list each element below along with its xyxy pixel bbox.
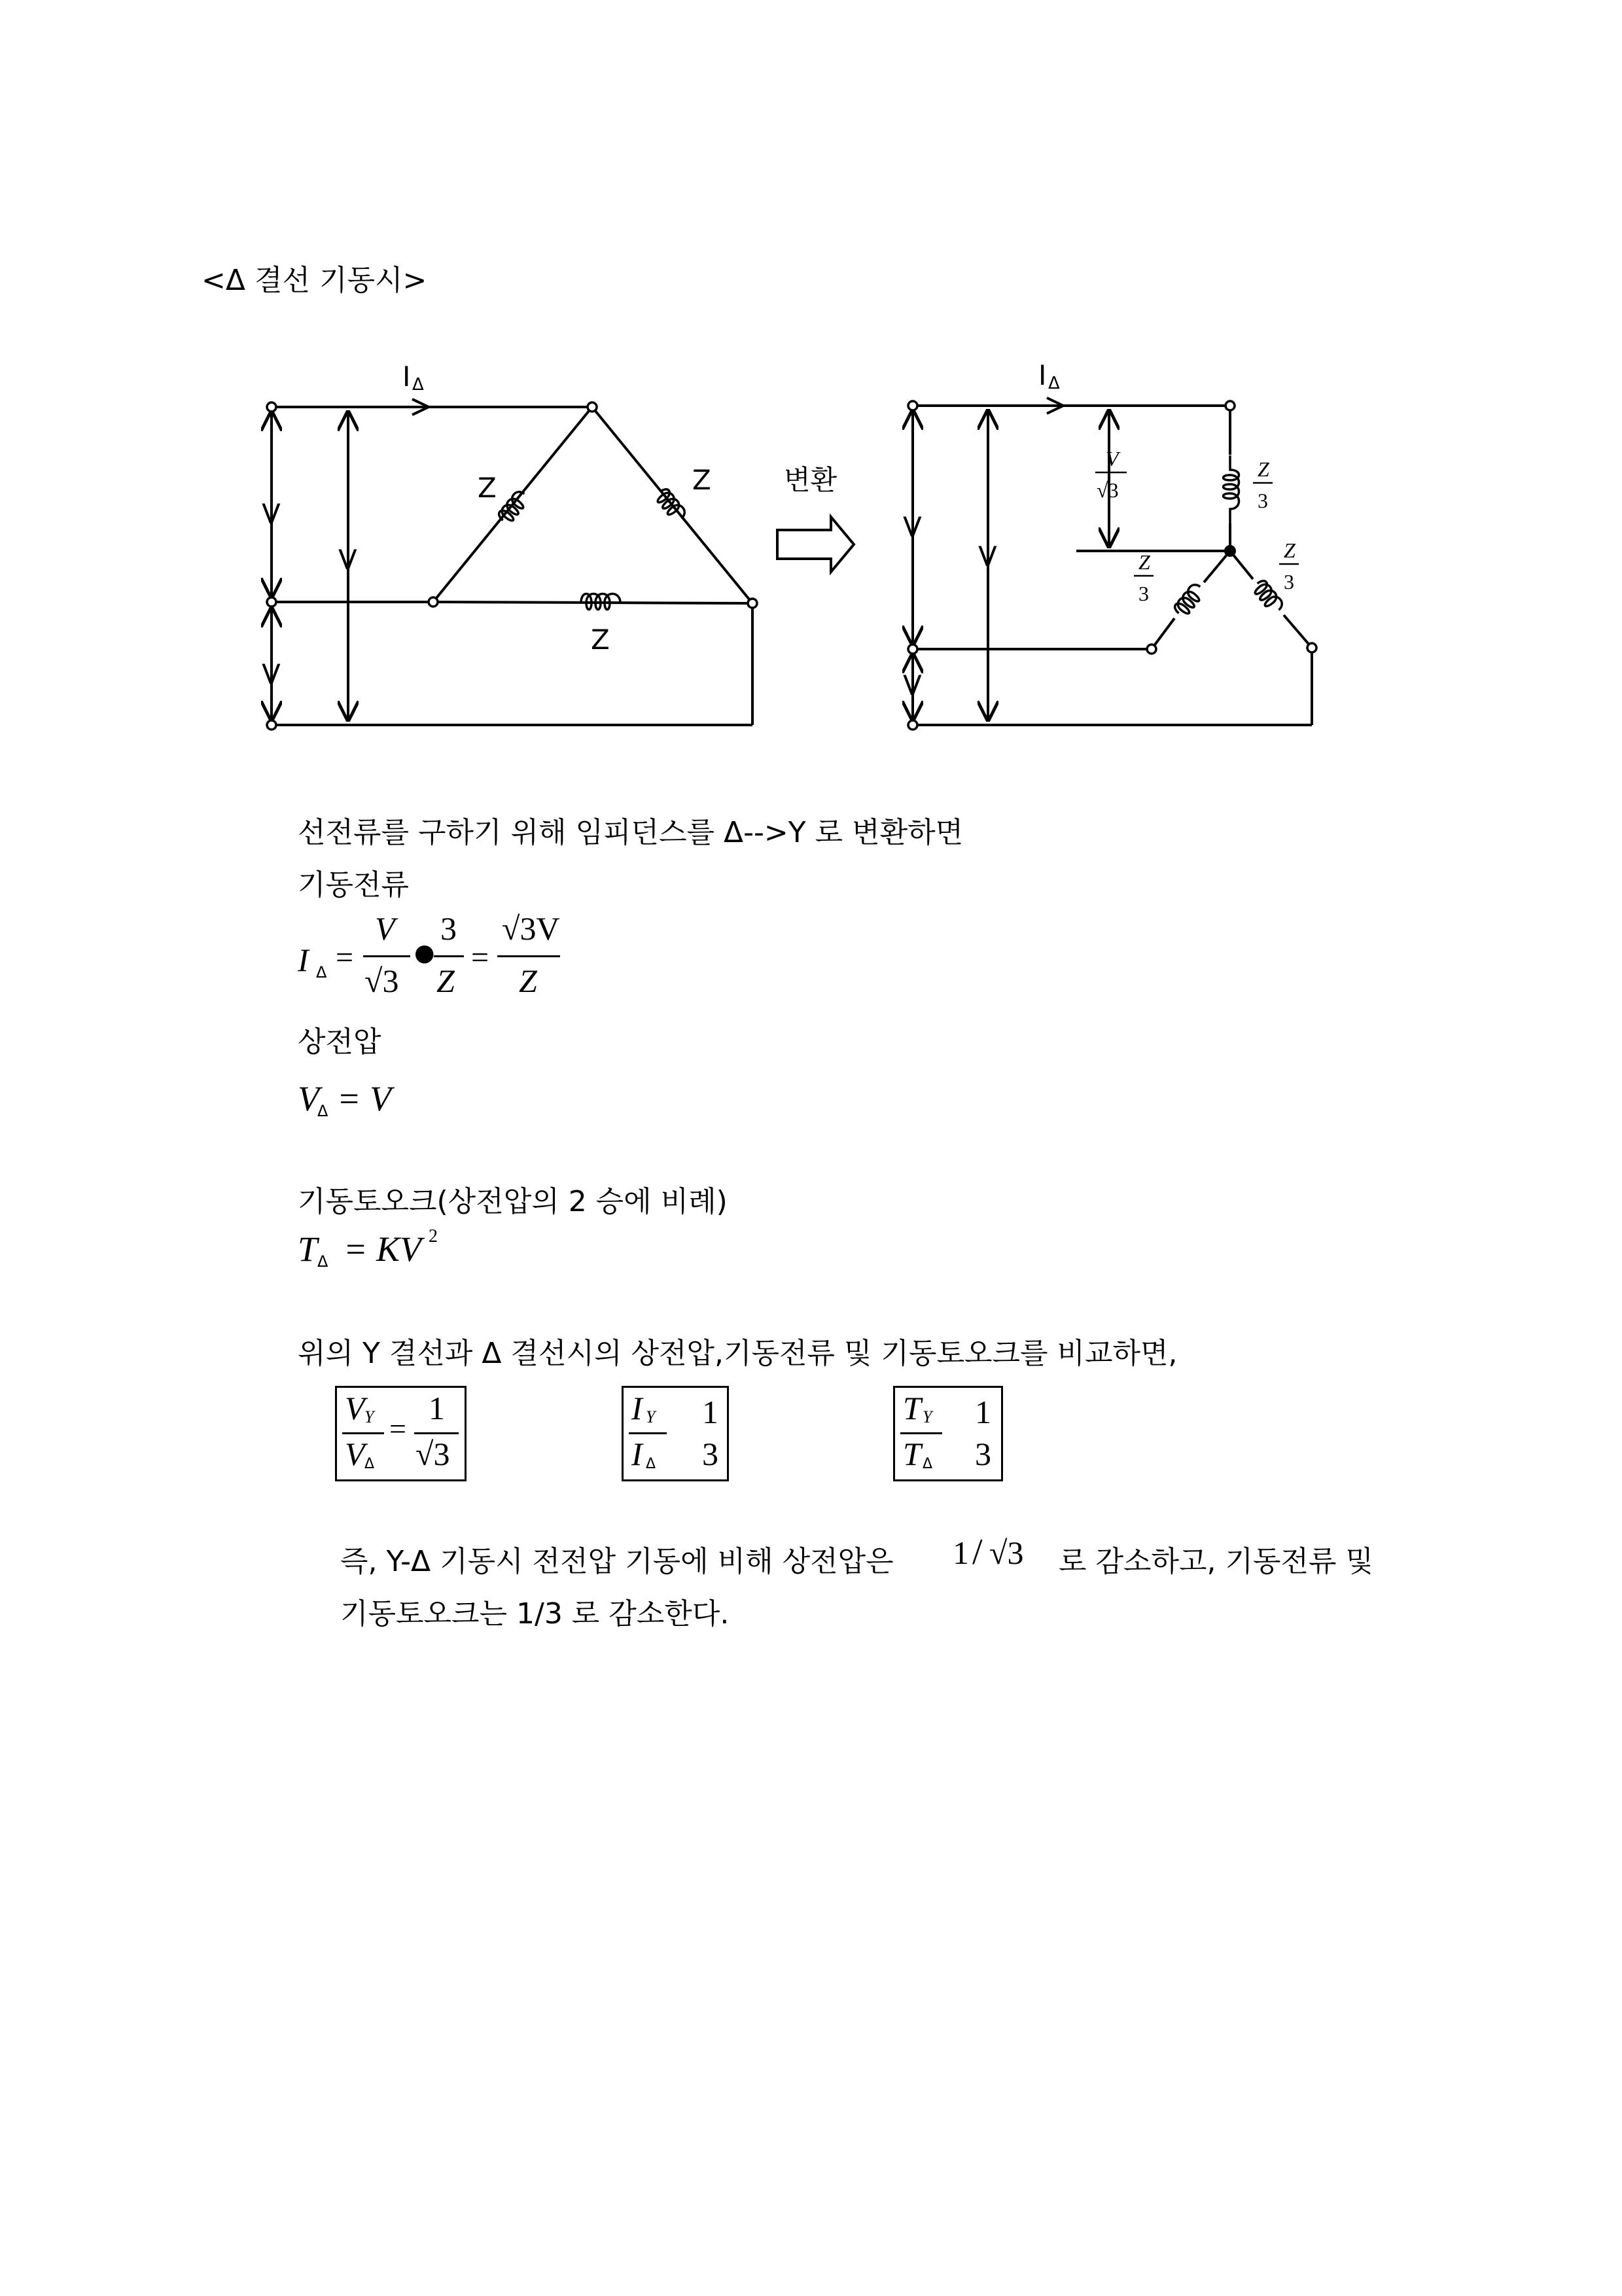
paragraph-phase-voltage: 상전압 bbox=[298, 1025, 381, 1059]
svg-text:3: 3 bbox=[1284, 570, 1294, 593]
delta-left-edge bbox=[433, 407, 592, 602]
ratio-box-current: I Y I Δ 1 3 bbox=[622, 1386, 729, 1481]
impedance-label: Z bbox=[692, 464, 711, 496]
svg-text:V: V bbox=[1106, 447, 1119, 470]
inductor-icon bbox=[1224, 455, 1239, 523]
inline-ratio: 1 / √3 bbox=[953, 1532, 1024, 1572]
svg-text:Z: Z bbox=[1138, 550, 1150, 574]
paragraph-compare: 위의 Y 결선과 Δ 결선시의 상전압,기동전류 및 기동토오크를 비교하면, bbox=[298, 1337, 1178, 1370]
voltage-label: V bbox=[978, 540, 997, 573]
paragraph-conclusion-end: 기동토오크는 1/3 로 감소한다. bbox=[340, 1597, 730, 1631]
current-label: I bbox=[402, 361, 411, 393]
current-label: I bbox=[1038, 359, 1047, 391]
formula-torque: T Δ = KV 2 bbox=[298, 1226, 438, 1271]
impedance-label: Z bbox=[478, 472, 497, 504]
formula-start-current: I Δ = V √3 ● 3 Z = √3V Z bbox=[298, 910, 560, 999]
voltage-label: V bbox=[903, 511, 922, 543]
paragraph-torque: 기동토오크(상전압의 2 승에 비례) bbox=[298, 1185, 728, 1218]
impedance-label: Z bbox=[591, 624, 610, 656]
inductor-icon bbox=[1251, 578, 1284, 615]
section-title: <Δ 결선 기동시> bbox=[202, 264, 427, 297]
voltage-label: V bbox=[338, 544, 357, 576]
delta-bottom-edge bbox=[433, 602, 752, 603]
svg-text:3: 3 bbox=[1138, 582, 1149, 605]
formula-phase-voltage: V Δ = V bbox=[298, 1079, 391, 1120]
inductor-icon bbox=[1172, 582, 1206, 618]
ratio-box-torque: T Y T Δ 1 3 bbox=[893, 1386, 1003, 1481]
circuit-diagram bbox=[0, 0, 1622, 785]
svg-text:√3: √3 bbox=[1097, 478, 1119, 502]
convert-arrow-icon bbox=[777, 517, 854, 572]
convert-label: 변환 bbox=[784, 464, 837, 496]
inductor-icon bbox=[654, 487, 687, 523]
paragraph-conclusion-cont: 로 감소하고, 기동전류 및 bbox=[1059, 1545, 1373, 1578]
ratio-box-voltage: V Y V Δ = 1 √3 bbox=[335, 1386, 467, 1481]
voltage-label: V bbox=[262, 658, 281, 690]
paragraph-start-current: 기동전류 bbox=[298, 868, 410, 902]
svg-text:Z: Z bbox=[1258, 457, 1269, 481]
inductor-icon bbox=[497, 489, 530, 525]
svg-text:Δ: Δ bbox=[412, 375, 424, 395]
paragraph-conclusion: 즉, Y-Δ 기동시 전전압 기동에 비해 상전압은 bbox=[340, 1545, 894, 1578]
voltage-label: V bbox=[903, 669, 922, 701]
svg-text:Δ: Δ bbox=[1048, 374, 1060, 393]
svg-text:3: 3 bbox=[1258, 489, 1268, 512]
paragraph-convert: 선전류를 구하기 위해 임피던스를 Δ-->Y 로 변환하면 bbox=[298, 816, 964, 849]
voltage-label: V bbox=[262, 498, 281, 530]
svg-text:Z: Z bbox=[1284, 539, 1296, 562]
